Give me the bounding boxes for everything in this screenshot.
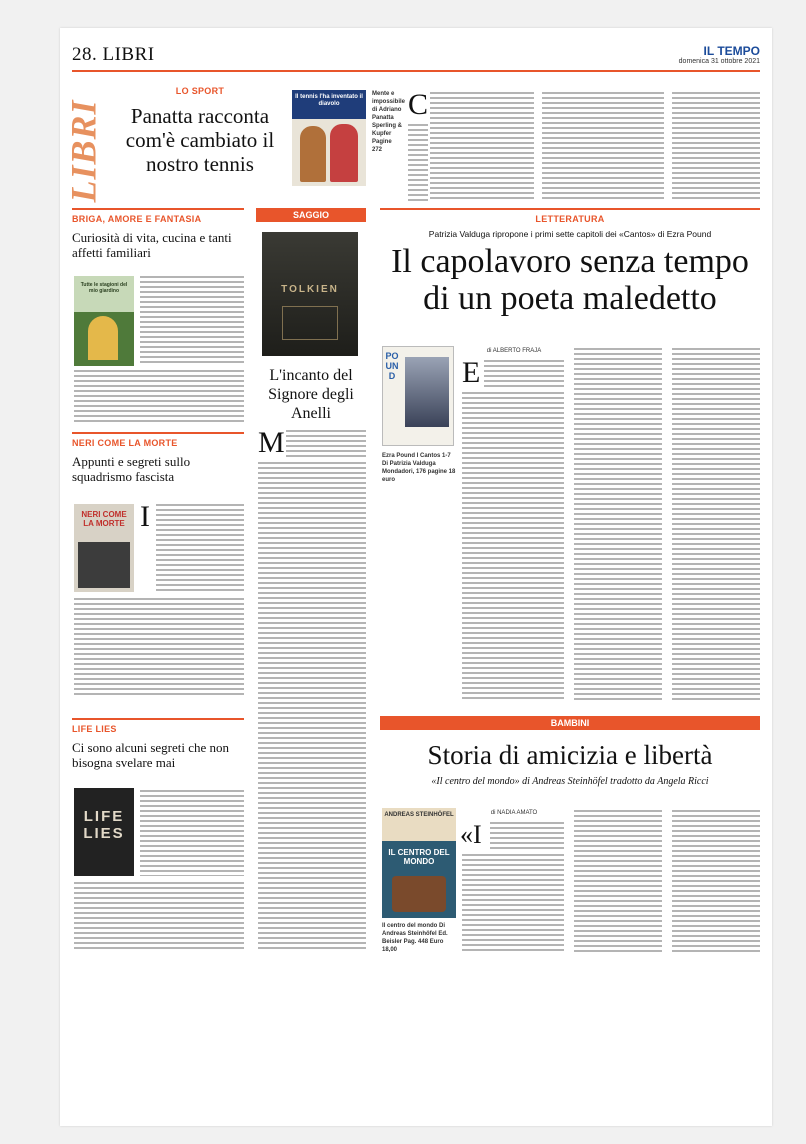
pound-book-caption: Ezra Pound I Cantos 1-7 Di Patrizia Valduga Mondadori, 176 pagine 18 euro: [382, 453, 456, 483]
bambini-text-c: [574, 810, 662, 954]
letteratura-drop-cap: E: [462, 356, 481, 389]
bambini-text-a: [490, 822, 564, 850]
sport-cover-title: Il tennis l'ha inventato il diavolo: [295, 94, 363, 107]
letteratura-rule: [380, 208, 760, 224]
letteratura-subtitle: Patrizia Valduga ripropone i primi sette capitoli dei «Cantos» di Ezra Pound: [428, 229, 712, 239]
neri-text-a: [156, 504, 244, 594]
saggio-drop-cap: M: [258, 426, 285, 459]
pound-book-cover: [382, 346, 454, 446]
page-number: 28. LIBRI: [72, 44, 155, 65]
sport-kicker: LO SPORT: [175, 86, 225, 96]
neri-story: [72, 432, 244, 484]
bambini-cover-author: ANDREAS STEINHÖFEL: [384, 812, 454, 818]
saggio-cover-frame: [282, 306, 338, 340]
bambini-text-b: [462, 854, 564, 954]
bambini-headline: Storia di amicizia e libertà: [427, 740, 713, 770]
sport-text-col1: [430, 92, 534, 202]
bambini-kicker: BAMBINI: [380, 716, 760, 730]
letteratura-text-b: [462, 392, 564, 702]
section-label: LIBRI: [63, 99, 104, 203]
bio-headline: Curiosità di vita, cucina e tanti affetti familiari: [72, 230, 232, 260]
life-cover-title: LIFE LIES: [83, 808, 125, 842]
bio-kicker: BRIGA, AMORE E FANTASIA: [72, 214, 202, 224]
life-story: [72, 718, 244, 770]
page-header: [72, 40, 760, 72]
bio-cover-title: Tutte le stagioni del mio giardino: [80, 282, 128, 294]
pound-portrait: [405, 357, 449, 427]
sport-book-cover: [292, 90, 366, 186]
letteratura-byline: di ALBERTO FRAJA: [486, 348, 542, 354]
letteratura-text-d: [672, 348, 760, 702]
neri-cover-photo: [78, 542, 130, 588]
sport-text-col2: [542, 92, 664, 202]
bambini-cover-illustration: [392, 876, 446, 912]
neri-cover-title: NERI COME LA MORTE: [81, 510, 127, 528]
bio-text-a: [140, 276, 244, 366]
letteratura-headline: Il capolavoro senza tempo di un poeta maledetto: [391, 243, 749, 317]
newspaper-brand: IL TEMPO: [703, 44, 760, 58]
letteratura-story: [380, 208, 760, 317]
bambini-byline: di NADIA AMATO: [490, 810, 538, 816]
saggio-book-cover: [262, 232, 358, 356]
sport-headline: Panatta racconta com'è cambiato il nostro tennis: [125, 104, 275, 176]
sport-story: [110, 86, 290, 176]
pound-cover-title: POUND: [385, 351, 399, 381]
bio-book-cover: [74, 276, 134, 366]
letteratura-text-a: [484, 360, 564, 390]
bambini-text-d: [672, 810, 760, 954]
player-figure-left: [300, 126, 326, 182]
letteratura-kicker: LETTERATURA: [535, 214, 605, 224]
neri-book-cover: [74, 504, 134, 592]
life-text-b: [74, 882, 244, 952]
bio-text-b: [74, 370, 244, 422]
life-kicker: LIFE LIES: [72, 724, 117, 734]
flower-figure: [88, 316, 118, 360]
sport-drop-cap: C: [408, 88, 429, 121]
neri-kicker: NERI COME LA MORTE: [72, 438, 178, 448]
saggio-cover-title: TOLKIEN: [281, 284, 339, 295]
saggio-headline: L'incanto del Signore degli Anelli: [268, 367, 354, 422]
saggio-kicker: SAGGIO: [256, 208, 366, 222]
sport-text-col3: [672, 92, 760, 202]
bambini-book-cover: [382, 808, 456, 918]
sport-book-caption: Mente e impossibile di Adriano Panatta Sperling & Kupfer Pagine 272: [372, 91, 406, 153]
saggio-text-b: [258, 462, 366, 952]
bio-story: [72, 208, 244, 260]
neri-text-b: [74, 598, 244, 698]
newspaper-page: [60, 28, 772, 1126]
sport-text-col1b: [408, 124, 428, 202]
life-text-a: [140, 790, 244, 876]
neri-headline: Appunti e segreti sullo squadrismo fascista: [72, 454, 191, 484]
life-book-cover: [74, 788, 134, 876]
issue-date: domenica 31 ottobre 2021: [678, 58, 760, 65]
player-figure-right: [330, 124, 358, 182]
bambini-book-caption: Il centro del mondo Di Andreas Steinhöfel Ed. Beisler Pag. 448 Euro 18,00: [382, 923, 448, 953]
bambini-subtitle: «Il centro del mondo» di Andreas Steinhöfel tradotto da Angela Ricci: [431, 776, 709, 787]
bambini-story: [380, 716, 760, 787]
neri-drop-cap: I: [140, 500, 150, 533]
saggio-story: [256, 208, 366, 222]
bambini-cover-title: IL CENTRO DEL MONDO: [388, 848, 450, 866]
life-headline: Ci sono alcuni segreti che non bisogna svelare mai: [72, 740, 230, 770]
saggio-text-a: [286, 430, 366, 460]
letteratura-text-c: [574, 348, 662, 702]
bambini-drop-cap: «I: [460, 820, 482, 849]
